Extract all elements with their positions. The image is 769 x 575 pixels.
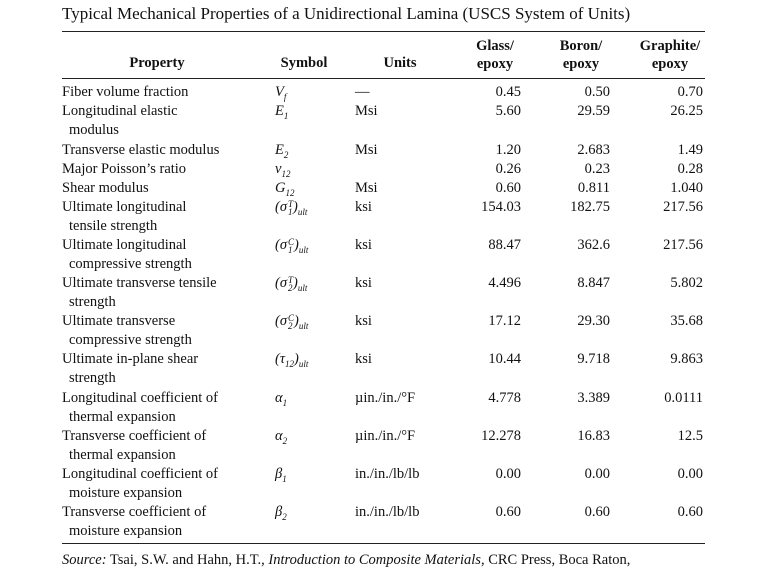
boron-epoxy-value: 0.00	[584, 466, 610, 482]
graphite-epoxy-value: 0.70	[677, 84, 703, 100]
property-line1: Transverse coefficient of	[62, 504, 207, 520]
property-line1: Longitudinal elastic	[62, 103, 178, 119]
symbol-base: (σ	[275, 275, 287, 291]
graphite-epoxy-value: 12.5	[677, 428, 703, 444]
glass-epoxy-value: 0.60	[495, 180, 521, 196]
glass-epoxy-value: 88.47	[488, 237, 521, 253]
header-boron-line1: Boron/	[559, 38, 603, 54]
symbol-base: (σ	[275, 237, 287, 253]
symbol-paren: )	[294, 237, 299, 253]
graphite-epoxy-value: 26.25	[670, 103, 703, 119]
property-line1: Major Poisson’s ratio	[62, 161, 187, 177]
symbol-paren: )	[293, 275, 298, 291]
symbol-sub: 2	[287, 320, 293, 331]
symbol-paren: )	[294, 351, 299, 367]
symbol-sub: 1	[282, 397, 288, 408]
source-note	[62, 552, 630, 569]
glass-epoxy-value: 17.12	[488, 313, 521, 329]
property-line2: strength	[69, 294, 116, 310]
boron-epoxy-value: 182.75	[570, 199, 610, 215]
header-symbol: Symbol	[280, 55, 328, 71]
property-line2: tensile strength	[69, 218, 158, 234]
header-units: Units	[383, 55, 417, 71]
glass-epoxy-value: 154.03	[481, 199, 521, 215]
symbol-sup: C	[287, 236, 294, 247]
property-cell	[62, 312, 267, 350]
boron-epoxy-value: 29.30	[577, 313, 610, 329]
source-publisher: , CRC Press, Boca Raton,	[480, 552, 631, 568]
units-cell: ksi	[355, 199, 372, 215]
symbol-base: α	[275, 428, 283, 444]
property-line2: modulus	[69, 122, 119, 138]
symbol-sub: 1	[287, 206, 293, 217]
symbol-ult: ult	[298, 320, 309, 331]
boron-epoxy-value: 362.6	[577, 237, 610, 253]
symbol-ult: ult	[298, 358, 309, 369]
symbol-sub: 1	[282, 473, 287, 484]
boron-epoxy-value: 29.59	[577, 103, 610, 119]
symbol-base: β	[275, 504, 283, 520]
units-cell: µin./in./°F	[355, 390, 416, 406]
property-line1: Shear modulus	[62, 180, 149, 196]
symbol-sub: 2	[282, 511, 287, 522]
glass-epoxy-value: 4.778	[488, 390, 521, 406]
symbol-base: α	[275, 390, 283, 406]
symbol-sub: 2	[287, 282, 293, 293]
boron-epoxy-value: 0.50	[584, 84, 610, 100]
symbol-paren: )	[294, 313, 299, 329]
symbol-sup: T	[287, 274, 293, 285]
symbol-base: G	[275, 180, 286, 196]
property-cell	[62, 179, 267, 198]
symbol-ult: ult	[298, 244, 309, 255]
symbol-paren: )	[293, 199, 298, 215]
graphite-epoxy-value: 217.56	[663, 199, 703, 215]
boron-epoxy-value: 2.683	[577, 142, 610, 158]
property-line2: thermal expansion	[69, 447, 176, 463]
symbol-base: (τ	[275, 351, 286, 367]
glass-epoxy-value: 0.26	[495, 161, 521, 177]
table-title: Typical Mechanical Properties of a Unidirectional Lamina (USCS System of Units)	[62, 4, 631, 23]
symbol-cell	[275, 312, 308, 336]
property-line2: moisture expansion	[69, 485, 183, 501]
symbol-cell	[275, 102, 288, 126]
symbol-sub: 1	[287, 244, 293, 255]
glass-epoxy-value: 5.60	[495, 103, 521, 119]
glass-epoxy-value: 10.44	[488, 351, 521, 367]
glass-epoxy-value: 4.496	[488, 275, 521, 291]
property-line2: thermal expansion	[69, 409, 176, 425]
symbol-base: β	[275, 466, 283, 482]
header-glass-line1: Glass/	[476, 38, 514, 54]
top-rule	[62, 31, 705, 32]
property-line2: compressive strength	[69, 332, 192, 348]
property-line2: compressive strength	[69, 256, 192, 272]
property-cell	[62, 503, 267, 541]
property-line1: Longitudinal coefficient of	[62, 466, 218, 482]
symbol-sub: 2	[282, 435, 288, 446]
property-line1: Transverse coefficient of	[62, 428, 207, 444]
units-cell: —	[355, 84, 370, 100]
boron-epoxy-value: 0.811	[577, 180, 610, 196]
source-book-title: Introduction to Composite Materials	[268, 552, 481, 568]
boron-epoxy-value: 3.389	[577, 390, 610, 406]
graphite-epoxy-value: 0.00	[677, 466, 703, 482]
symbol-sub: 12	[285, 187, 295, 198]
property-cell	[62, 350, 267, 388]
graphite-epoxy-value: 217.56	[663, 237, 703, 253]
units-cell: ksi	[355, 351, 372, 367]
symbol-sup: C	[287, 312, 294, 323]
boron-epoxy-value: 9.718	[577, 351, 610, 367]
glass-epoxy-value: 0.00	[495, 466, 521, 482]
header-boron-line2: epoxy	[562, 56, 600, 72]
boron-epoxy-value: 8.847	[577, 275, 610, 291]
glass-epoxy-value: 0.60	[495, 504, 521, 520]
symbol-sup: T	[287, 198, 293, 209]
header-graphite-line1: Graphite/	[639, 38, 701, 54]
property-cell	[62, 102, 267, 140]
property-cell	[62, 83, 267, 102]
units-cell: in./in./lb/lb	[355, 504, 420, 520]
units-cell: Msi	[355, 142, 378, 158]
property-line2: moisture expansion	[69, 523, 183, 539]
property-cell	[62, 274, 267, 312]
graphite-epoxy-value: 1.49	[677, 142, 703, 158]
source-label: Source:	[62, 552, 107, 568]
symbol-cell	[275, 389, 287, 413]
graphite-epoxy-value: 0.60	[677, 504, 703, 520]
symbol-cell	[275, 236, 308, 260]
units-cell: ksi	[355, 237, 372, 253]
symbol-base: V	[275, 84, 284, 100]
property-cell	[62, 465, 267, 503]
units-cell: Msi	[355, 180, 378, 196]
property-line1: Ultimate longitudinal	[62, 199, 187, 215]
header-graphite-line2: epoxy	[651, 56, 689, 72]
units-cell: ksi	[355, 275, 372, 291]
property-cell	[62, 389, 267, 427]
property-cell	[62, 427, 267, 465]
symbol-sub: 2	[283, 149, 289, 160]
symbol-cell	[275, 503, 287, 527]
symbol-cell	[275, 198, 307, 222]
symbol-cell	[275, 350, 308, 374]
property-cell	[62, 141, 267, 160]
boron-epoxy-value: 16.83	[577, 428, 610, 444]
property-cell	[62, 236, 267, 274]
header-glass-line2: epoxy	[476, 56, 514, 72]
graphite-epoxy-value: 5.802	[670, 275, 703, 291]
source-authors: Tsai, S.W. and Hahn, H.T.,	[106, 552, 269, 568]
symbol-cell	[275, 465, 287, 489]
property-line1: Ultimate longitudinal	[62, 237, 187, 253]
symbol-base: (σ	[275, 313, 287, 329]
property-line1: Ultimate transverse tensile	[62, 275, 217, 291]
property-line1: Transverse elastic modulus	[62, 142, 220, 158]
glass-epoxy-value: 0.45	[495, 84, 521, 100]
glass-epoxy-value: 1.20	[495, 142, 521, 158]
boron-epoxy-value: 0.60	[584, 504, 610, 520]
symbol-base: E	[275, 103, 284, 119]
property-cell	[62, 160, 267, 179]
bottom-rule	[62, 543, 705, 544]
symbol-base: E	[275, 142, 284, 158]
symbol-base: (σ	[275, 199, 287, 215]
header-property: Property	[129, 55, 185, 71]
units-cell: µin./in./°F	[355, 428, 416, 444]
property-line1: Ultimate transverse	[62, 313, 176, 329]
property-cell	[62, 198, 267, 236]
symbol-ult: ult	[297, 206, 308, 217]
graphite-epoxy-value: 0.0111	[664, 390, 703, 406]
symbol-sub: 12	[285, 358, 295, 369]
graphite-epoxy-value: 9.863	[670, 351, 703, 367]
units-cell: Msi	[355, 103, 378, 119]
symbol-cell	[275, 427, 287, 451]
symbol-sub: 12	[281, 168, 291, 179]
glass-epoxy-value: 12.278	[481, 428, 521, 444]
boron-epoxy-value: 0.23	[584, 161, 610, 177]
units-cell: in./in./lb/lb	[355, 466, 420, 482]
graphite-epoxy-value: 1.040	[670, 180, 703, 196]
symbol-ult: ult	[297, 282, 308, 293]
property-line1: Ultimate in-plane shear	[62, 351, 199, 367]
units-cell: ksi	[355, 313, 372, 329]
symbol-base: ν	[275, 161, 282, 177]
property-line1: Longitudinal coefficient of	[62, 390, 218, 406]
graphite-epoxy-value: 35.68	[670, 313, 703, 329]
property-line2: strength	[69, 370, 116, 386]
symbol-sub: f	[283, 91, 287, 102]
graphite-epoxy-value: 0.28	[677, 161, 703, 177]
property-line1: Fiber volume fraction	[62, 84, 189, 100]
symbol-cell	[275, 274, 307, 298]
symbol-sub: 1	[283, 110, 289, 121]
header-rule	[62, 78, 705, 79]
